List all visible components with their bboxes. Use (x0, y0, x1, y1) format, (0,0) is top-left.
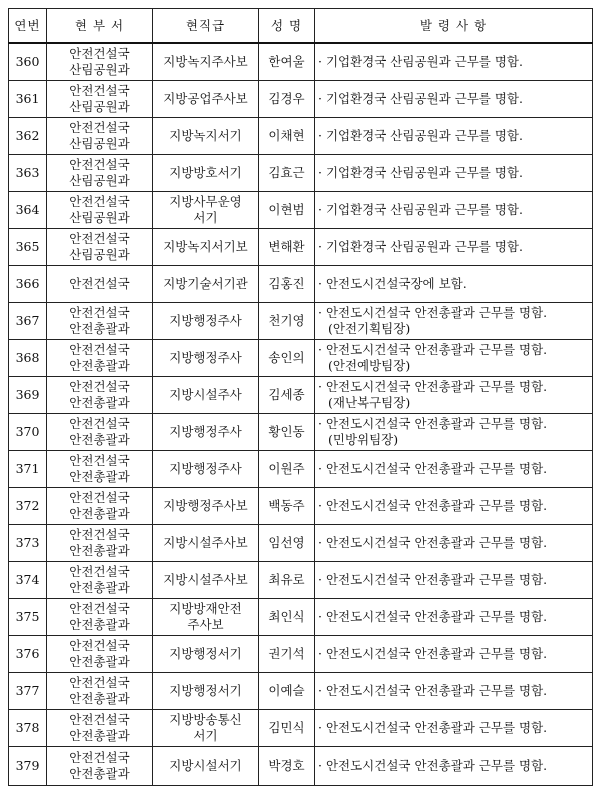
appointment-team: (안전예방팀장) (328, 357, 411, 373)
appointment-cell (315, 43, 593, 80)
department-line: 안전건설국 (69, 304, 130, 320)
department-cell (47, 191, 153, 228)
serial-number-cell: 377 (9, 672, 47, 709)
appointment-team: (민방위팀장) (328, 431, 399, 447)
department-line: 안전건설국 (69, 230, 130, 246)
rank-cell (153, 339, 259, 376)
name-cell: 변해환 (259, 228, 315, 265)
name-cell: 황인동 (259, 413, 315, 450)
appointment-text: · 기업환경국 산림공원과 근무를 명함. (318, 201, 523, 217)
department-line: 안전건설국 (69, 415, 130, 431)
appointment-cell (315, 265, 593, 302)
department-line: 안전건설국 (69, 489, 130, 505)
department-cell (47, 524, 153, 561)
appointment-text: · 안전도시건설국 안전총괄과 근무를 명함. (318, 608, 548, 624)
rank-line: 서기 (193, 727, 218, 743)
department-cell (47, 80, 153, 117)
appointment-text: · 기업환경국 산림공원과 근무를 명함. (318, 238, 523, 254)
serial-number-cell: 376 (9, 635, 47, 672)
appointment-cell (315, 154, 593, 191)
department-cell (47, 376, 153, 413)
table-row (9, 746, 593, 785)
department-line: 안전총괄과 (69, 505, 130, 521)
rank-cell (153, 598, 259, 635)
rank-line: 지방시설주사보 (163, 534, 248, 550)
name-cell: 백동주 (259, 487, 315, 524)
table-row (9, 191, 593, 228)
table-body (9, 43, 593, 785)
appointment-cell (315, 450, 593, 487)
rank-cell (153, 80, 259, 117)
rank-line: 지방행정주사보 (163, 497, 248, 513)
department-line: 안전건설국 (69, 452, 130, 468)
table-row (9, 672, 593, 709)
rank-line: 지방공업주사보 (163, 90, 248, 106)
appointment-text: · 안전도시건설국 안전총괄과 근무를 명함. (318, 497, 548, 513)
department-line: 산림공원과 (69, 98, 130, 114)
appointment-team: (안전기획팀장) (328, 320, 411, 336)
department-line: 산림공원과 (69, 61, 130, 77)
serial-number-cell: 369 (9, 376, 47, 413)
appointment-cell (315, 635, 593, 672)
department-cell (47, 709, 153, 746)
rank-line: 지방방송통신 (169, 711, 242, 727)
name-cell: 권기석 (259, 635, 315, 672)
department-line: 안전건설국 (69, 600, 130, 616)
department-cell (47, 746, 153, 785)
rank-line: 지방사무운영 (169, 193, 242, 209)
department-cell (47, 487, 153, 524)
department-line: 안전건설국 (69, 341, 130, 357)
rank-cell (153, 672, 259, 709)
rank-cell (153, 487, 259, 524)
table-row (9, 80, 593, 117)
appointment-team: (재난복구팀장) (328, 394, 411, 410)
serial-number-cell: 373 (9, 524, 47, 561)
serial-number-cell: 368 (9, 339, 47, 376)
appointment-text: · 안전도시건설국 안전총괄과 근무를 명함. (318, 682, 548, 698)
rank-line: 주사보 (187, 616, 224, 632)
header-name: 성 명 (259, 9, 315, 44)
rank-cell (153, 413, 259, 450)
table-row (9, 635, 593, 672)
rank-cell (153, 43, 259, 80)
name-cell: 김효근 (259, 154, 315, 191)
rank-cell (153, 635, 259, 672)
rank-cell (153, 265, 259, 302)
rank-cell (153, 191, 259, 228)
department-line: 안전총괄과 (69, 765, 130, 781)
appointment-cell (315, 339, 593, 376)
appointment-cell (315, 117, 593, 154)
serial-number-cell: 375 (9, 598, 47, 635)
department-line: 안전건설국 (69, 275, 130, 291)
serial-number-cell: 372 (9, 487, 47, 524)
name-cell: 최유로 (259, 561, 315, 598)
name-cell: 천기영 (259, 302, 315, 339)
department-line: 안전건설국 (69, 45, 130, 61)
rank-cell (153, 524, 259, 561)
department-line: 안전총괄과 (69, 320, 130, 336)
table-row (9, 524, 593, 561)
rank-line: 지방방호서기 (169, 164, 242, 180)
name-cell: 박경호 (259, 746, 315, 785)
personnel-order-table (8, 8, 593, 786)
name-cell: 한여울 (259, 43, 315, 80)
rank-cell (153, 376, 259, 413)
rank-line: 지방행정주사 (169, 312, 242, 328)
appointment-text: · 안전도시건설국 안전총괄과 근무를 명함. (318, 304, 548, 320)
department-line: 안전건설국 (69, 749, 130, 765)
appointment-text: · 안전도시건설국 안전총괄과 근무를 명함. (318, 571, 548, 587)
rank-line: 지방시설주사 (169, 386, 242, 402)
header-row (9, 9, 593, 44)
rank-line: 지방행정주사 (169, 423, 242, 439)
serial-number-cell: 371 (9, 450, 47, 487)
department-line: 산림공원과 (69, 246, 130, 262)
appointment-text: · 안전도시건설국장에 보함. (318, 275, 467, 291)
rank-line: 지방녹지주사보 (163, 53, 248, 69)
department-line: 안전건설국 (69, 674, 130, 690)
department-line: 안전건설국 (69, 711, 130, 727)
department-line: 안전총괄과 (69, 357, 130, 373)
header-serial-number: 연번 (9, 9, 47, 44)
header-current-department: 현 부 서 (47, 9, 153, 44)
serial-number-cell: 364 (9, 191, 47, 228)
appointment-text: · 안전도시건설국 안전총괄과 근무를 명함. (318, 378, 548, 394)
table-row (9, 450, 593, 487)
department-line: 안전건설국 (69, 526, 130, 542)
serial-number-cell: 365 (9, 228, 47, 265)
appointment-cell (315, 598, 593, 635)
name-cell: 이원주 (259, 450, 315, 487)
serial-number-cell: 362 (9, 117, 47, 154)
rank-line: 지방기술서기관 (163, 275, 248, 291)
appointment-cell (315, 376, 593, 413)
rank-line: 지방방재안전 (169, 600, 242, 616)
serial-number-cell: 366 (9, 265, 47, 302)
department-line: 안전총괄과 (69, 653, 130, 669)
appointment-cell (315, 413, 593, 450)
department-line: 산림공원과 (69, 209, 130, 225)
rank-cell (153, 746, 259, 785)
rank-line: 지방녹지서기보 (163, 238, 248, 254)
name-cell: 김세종 (259, 376, 315, 413)
department-line: 산림공원과 (69, 172, 130, 188)
rank-cell (153, 117, 259, 154)
department-line: 안전총괄과 (69, 727, 130, 743)
department-cell (47, 43, 153, 80)
department-line: 안전총괄과 (69, 542, 130, 558)
department-cell (47, 672, 153, 709)
rank-cell (153, 561, 259, 598)
rank-line: 지방행정주사 (169, 460, 242, 476)
department-line: 안전건설국 (69, 378, 130, 394)
name-cell: 최인식 (259, 598, 315, 635)
rank-cell (153, 154, 259, 191)
serial-number-cell: 378 (9, 709, 47, 746)
rank-line: 지방행정주사 (169, 349, 242, 365)
table-row (9, 117, 593, 154)
department-line: 안전건설국 (69, 193, 130, 209)
header-appointment: 발 령 사 항 (315, 9, 593, 44)
department-line: 안전총괄과 (69, 690, 130, 706)
appointment-text: · 안전도시건설국 안전총괄과 근무를 명함. (318, 534, 548, 550)
rank-line: 지방시설서기 (169, 757, 242, 773)
department-line: 안전총괄과 (69, 579, 130, 595)
appointment-text: · 기업환경국 산림공원과 근무를 명함. (318, 127, 523, 143)
appointment-cell (315, 80, 593, 117)
header-current-rank: 현직급 (153, 9, 259, 44)
table-row (9, 228, 593, 265)
serial-number-cell: 370 (9, 413, 47, 450)
department-cell (47, 339, 153, 376)
department-cell (47, 228, 153, 265)
department-cell (47, 635, 153, 672)
name-cell: 김민식 (259, 709, 315, 746)
table-row (9, 339, 593, 376)
appointment-text: · 안전도시건설국 안전총괄과 근무를 명함. (318, 719, 548, 735)
appointment-cell (315, 228, 593, 265)
appointment-cell (315, 746, 593, 785)
table-row (9, 43, 593, 80)
serial-number-cell: 374 (9, 561, 47, 598)
department-cell (47, 265, 153, 302)
table-row (9, 561, 593, 598)
department-cell (47, 450, 153, 487)
name-cell: 임선영 (259, 524, 315, 561)
appointment-cell (315, 709, 593, 746)
department-cell (47, 561, 153, 598)
department-cell (47, 413, 153, 450)
rank-line: 지방행정서기 (169, 682, 242, 698)
department-cell (47, 302, 153, 339)
appointment-cell (315, 487, 593, 524)
department-line: 안전총괄과 (69, 468, 130, 484)
table-row (9, 376, 593, 413)
table-row (9, 598, 593, 635)
appointment-cell (315, 561, 593, 598)
table-row (9, 709, 593, 746)
department-line: 안전건설국 (69, 119, 130, 135)
appointment-text: · 기업환경국 산림공원과 근무를 명함. (318, 90, 523, 106)
name-cell: 김경우 (259, 80, 315, 117)
appointment-cell (315, 672, 593, 709)
rank-cell (153, 302, 259, 339)
serial-number-cell: 379 (9, 746, 47, 785)
department-line: 산림공원과 (69, 135, 130, 151)
department-line: 안전총괄과 (69, 616, 130, 632)
appointment-text: · 안전도시건설국 안전총괄과 근무를 명함. (318, 341, 548, 357)
rank-line: 지방시설주사보 (163, 571, 248, 587)
serial-number-cell: 361 (9, 80, 47, 117)
table-row (9, 265, 593, 302)
appointment-cell (315, 191, 593, 228)
appointment-text: · 기업환경국 산림공원과 근무를 명함. (318, 164, 523, 180)
table-row (9, 154, 593, 191)
department-line: 안전건설국 (69, 637, 130, 653)
appointment-text: · 안전도시건설국 안전총괄과 근무를 명함. (318, 415, 548, 431)
rank-line: 지방행정서기 (169, 645, 242, 661)
rank-line: 서기 (193, 209, 218, 225)
department-line: 안전건설국 (69, 156, 130, 172)
appointment-text: · 안전도시건설국 안전총괄과 근무를 명함. (318, 645, 548, 661)
rank-line: 지방녹지서기 (169, 127, 242, 143)
table-row (9, 487, 593, 524)
name-cell: 이예슬 (259, 672, 315, 709)
department-line: 안전총괄과 (69, 394, 130, 410)
name-cell: 이채현 (259, 117, 315, 154)
serial-number-cell: 363 (9, 154, 47, 191)
appointment-cell (315, 524, 593, 561)
appointment-text: · 안전도시건설국 안전총괄과 근무를 명함. (318, 460, 548, 476)
appointment-text: · 기업환경국 산림공원과 근무를 명함. (318, 53, 523, 69)
serial-number-cell: 360 (9, 43, 47, 80)
serial-number-cell: 367 (9, 302, 47, 339)
department-cell (47, 154, 153, 191)
rank-cell (153, 709, 259, 746)
department-line: 안전건설국 (69, 563, 130, 579)
table-row (9, 302, 593, 339)
appointment-cell (315, 302, 593, 339)
rank-cell (153, 450, 259, 487)
table-row (9, 413, 593, 450)
appointment-text: · 안전도시건설국 안전총괄과 근무를 명함. (318, 757, 548, 773)
name-cell: 송인의 (259, 339, 315, 376)
rank-cell (153, 228, 259, 265)
name-cell: 이현범 (259, 191, 315, 228)
department-line: 안전총괄과 (69, 431, 130, 447)
department-line: 안전건설국 (69, 82, 130, 98)
name-cell: 김홍진 (259, 265, 315, 302)
department-cell (47, 117, 153, 154)
department-cell (47, 598, 153, 635)
